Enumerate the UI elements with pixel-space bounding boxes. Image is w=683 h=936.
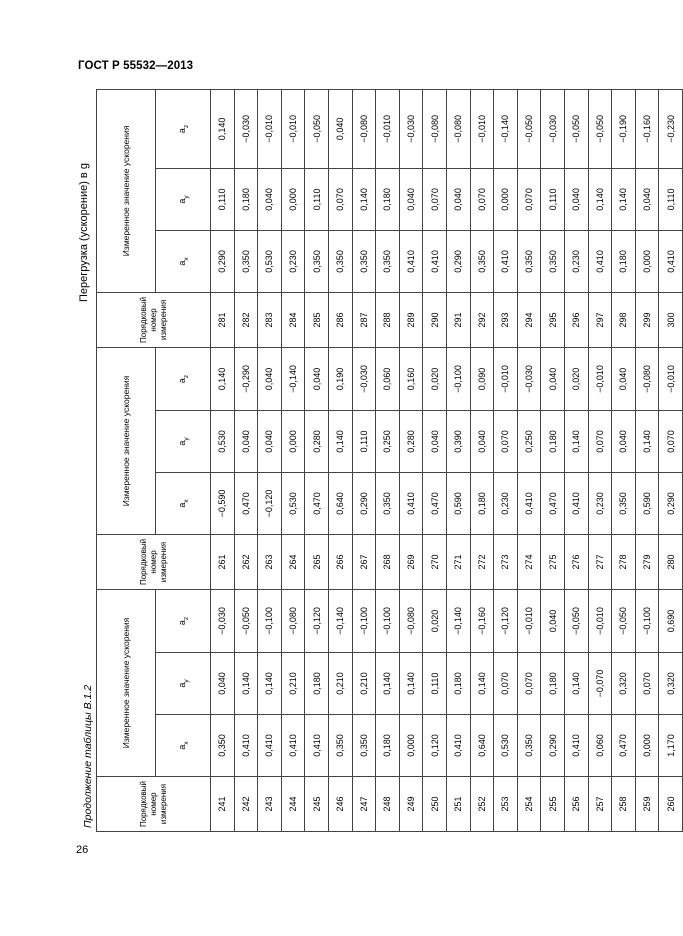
table-cell: 0,410 [564,715,588,777]
table-cell: 0,410 [564,472,588,534]
table-row [541,89,565,831]
table-cell: 0,040 [258,168,282,230]
table-cell: 277 [588,534,612,589]
table-cell: 0,090 [470,347,494,410]
table-cell: 0,040 [234,410,258,472]
table-cell: 0,020 [423,589,447,652]
table-cell: −0,030 [517,347,541,410]
table-cell: 0,140 [635,410,659,472]
table-row [588,89,612,831]
table-cell: 0,110 [352,410,376,472]
table-cell: 0,530 [281,472,305,534]
table-cell: −0,230 [659,89,683,168]
table-cell: 268 [376,534,400,589]
table-cell: −0,080 [281,589,305,652]
table-cell: 263 [258,534,282,589]
axis-header-z: $a_z$ [156,347,211,410]
table-cell: 0,040 [423,410,447,472]
table-row [352,89,376,831]
table-cell: −0,010 [517,589,541,652]
table-row [517,89,541,831]
table-cell: 267 [352,534,376,589]
table-cell: −0,050 [588,89,612,168]
table-cell: 298 [612,292,636,347]
table-cell: −0,140 [328,589,352,652]
table-cell: 0,040 [258,410,282,472]
table-row [305,89,329,831]
table-cell: 286 [328,292,352,347]
table-cell: 0,140 [564,410,588,472]
table-cell: −0,080 [423,89,447,168]
table-cell: 0,590 [635,472,659,534]
table-row [258,89,282,831]
table-cell: −0,010 [588,589,612,652]
table-cell: 0,470 [305,472,329,534]
table-cell: −0,140 [446,589,470,652]
header-row-axes [156,89,211,831]
table-cell: 249 [399,777,423,832]
table-cell: −0,050 [517,89,541,168]
table-cell: −0,160 [470,589,494,652]
table-cell: 0,000 [399,715,423,777]
table-cell: 0,350 [328,230,352,292]
table-cell: 0,350 [517,715,541,777]
table-cell: 0,350 [376,230,400,292]
table-cell: 0,060 [588,715,612,777]
table-cell: 269 [399,534,423,589]
table-cell: 283 [258,292,282,347]
axis-header-y: $a_y$ [156,168,211,230]
table-cell: 262 [234,534,258,589]
table-cell: 280 [659,534,683,589]
table-cell: 259 [635,777,659,832]
table-cell: 0,180 [234,168,258,230]
table-cell: 293 [494,292,518,347]
table-cell: 244 [281,777,305,832]
table-cell: −0,030 [352,347,376,410]
table-cell: 0,640 [328,472,352,534]
table-cell: −0,010 [376,89,400,168]
column-header-group: Измеренное значение ускорения [97,347,156,534]
table-cell: 0,160 [399,347,423,410]
table-cell: 0,180 [446,653,470,715]
table-cell: 256 [564,777,588,832]
table-cell: 0,290 [446,230,470,292]
table-cell: 0,350 [352,230,376,292]
table-cell: 0,070 [470,168,494,230]
table-cell: 0,410 [659,230,683,292]
table-cell: 0,350 [211,715,235,777]
table-cell: 290 [423,292,447,347]
table-cell: 0,230 [564,230,588,292]
table-cell: 0,180 [376,168,400,230]
table-cell: −0,010 [258,89,282,168]
table-cell: 0,350 [305,230,329,292]
table-cell: 0,470 [541,472,565,534]
table-row [234,89,258,831]
table-cell: −0,030 [234,89,258,168]
table-cell: 0,070 [588,410,612,472]
table-cell: 0,350 [517,230,541,292]
table-cell: 0,070 [659,410,683,472]
table-cell: −0,010 [281,89,305,168]
table-cell: 276 [564,534,588,589]
table-cell: 0,230 [494,472,518,534]
table-cell: 1,170 [659,715,683,777]
table-cell: 0,070 [517,653,541,715]
table-cell: 0,230 [281,230,305,292]
table-cell: −0,190 [612,89,636,168]
table-cell: 0,290 [352,472,376,534]
table-cell: 0,020 [423,347,447,410]
table-cell: 0,040 [612,410,636,472]
table-cell: 0,410 [305,715,329,777]
table-cell: 0,140 [328,410,352,472]
table-cell: 0,350 [470,230,494,292]
table-cell: 0,070 [494,653,518,715]
table-cell: 0,040 [541,347,565,410]
table-cell: 266 [328,534,352,589]
table-cell: −0,010 [470,89,494,168]
axis-header-x: $a_x$ [156,472,211,534]
table-cell: 0,410 [399,230,423,292]
table-cell: 272 [470,534,494,589]
table-cell: 0,140 [470,653,494,715]
table-cell: 0,390 [446,410,470,472]
table-cell: 287 [352,292,376,347]
table-cell: −0,120 [494,589,518,652]
table-cell: 0,040 [211,653,235,715]
table-cell: −0,030 [541,89,565,168]
table-cell: 0,040 [446,168,470,230]
table-cell: 258 [612,777,636,832]
table-cell: 0,070 [635,653,659,715]
table-cell: 0,140 [352,168,376,230]
table-cell: −0,160 [635,89,659,168]
table-cell: 255 [541,777,565,832]
table-cell: 271 [446,534,470,589]
table-cell: 0,410 [446,715,470,777]
table-cell: −0,100 [352,589,376,652]
table-cell: 0,110 [305,168,329,230]
table-cell: 0,280 [399,410,423,472]
table-cell: 0,350 [376,472,400,534]
table-cell: −0,100 [258,589,282,652]
table-cell: 0,040 [258,347,282,410]
table-cell: 0,040 [564,168,588,230]
table-cell: 0,180 [305,653,329,715]
table-cell: 252 [470,777,494,832]
table-cell: 250 [423,777,447,832]
table-cell: 0,180 [612,230,636,292]
table-cell: 0,470 [612,715,636,777]
table-cell: 288 [376,292,400,347]
rotated-content [78,90,676,832]
table-cell: 0,250 [517,410,541,472]
table-cell: −0,050 [305,89,329,168]
table-cell: 257 [588,777,612,832]
table-cell: −0,050 [612,589,636,652]
page-header: ГОСТ Р 55532—2013 [78,60,194,72]
table-cell: 0,140 [564,653,588,715]
table-cell: 0,040 [305,347,329,410]
table-row [612,89,636,831]
table-cell: 0,230 [588,472,612,534]
table-cell: 0,290 [211,230,235,292]
table-cell: 0,040 [635,168,659,230]
table-cell: 0,470 [234,472,258,534]
table-cell: 0,290 [541,715,565,777]
column-header-number: Порядковый номер измерения [97,777,211,832]
table-cell: 0,180 [376,715,400,777]
table-cell: 0,410 [234,715,258,777]
table-cell: −0,080 [399,589,423,652]
table-cell: 0,040 [399,168,423,230]
table-cell: 275 [541,534,565,589]
rotated-inner [78,90,676,832]
table-cell: 0,690 [659,589,683,652]
table-cell: 281 [211,292,235,347]
table-cell: 0,140 [588,168,612,230]
table-cell: 245 [305,777,329,832]
table-cell: 0,410 [423,230,447,292]
table-cell: 0,070 [423,168,447,230]
table-cell: 0,110 [423,653,447,715]
table-cell: 0,140 [211,89,235,168]
table-cell: −0,140 [494,89,518,168]
table-cell: 242 [234,777,258,832]
axis-header-x: $a_x$ [156,715,211,777]
table-cell: −0,100 [635,589,659,652]
column-header-group: Измеренное значение ускорения [97,89,156,292]
table-row [399,89,423,831]
table-cell: 273 [494,534,518,589]
table-cell: 0,040 [541,589,565,652]
table-cell: 0,350 [328,715,352,777]
table-cell: 264 [281,534,305,589]
header-row [97,89,156,831]
table-cell: 248 [376,777,400,832]
table-cell: 0,000 [635,230,659,292]
axis-header-z: $a_z$ [156,89,211,168]
table-row [494,89,518,831]
table-cell: 247 [352,777,376,832]
table-cell: 0,250 [376,410,400,472]
table-cell: 297 [588,292,612,347]
table-cell: 291 [446,292,470,347]
table-cell: 0,040 [328,89,352,168]
table-cell: 0,070 [517,168,541,230]
table-cell: 299 [635,292,659,347]
table-cell: 241 [211,777,235,832]
table-cell: −0,080 [446,89,470,168]
table-row [564,89,588,831]
table-cell: 0,320 [612,653,636,715]
table-cell: 0,000 [494,168,518,230]
page-number: 26 [76,844,89,856]
column-header-number: Порядковый номер измерения [97,534,211,589]
table-cell: 0,410 [517,472,541,534]
table-cell: 0,140 [211,347,235,410]
table-cell: −0,590 [211,472,235,534]
table-cell: 0,290 [659,472,683,534]
table-cell: 0,040 [612,347,636,410]
table-cell: 279 [635,534,659,589]
table-cell: 251 [446,777,470,832]
table-cell: 0,060 [376,347,400,410]
table-cell: 0,350 [541,230,565,292]
column-header-number: Порядковый номер измерения [97,292,211,347]
table-cell: 0,410 [399,472,423,534]
table-cell: 0,210 [352,653,376,715]
table-body [211,89,683,831]
table-cell: −0,010 [588,347,612,410]
table-cell: −0,050 [234,589,258,652]
table-cell: 285 [305,292,329,347]
table-row [446,89,470,831]
table-cell: −0,010 [494,347,518,410]
table-cell: 0,590 [446,472,470,534]
table-cell: 0,410 [494,230,518,292]
table-cell: 0,210 [281,653,305,715]
table-cell: 296 [564,292,588,347]
table-cell: −0,080 [352,89,376,168]
table-row [470,89,494,831]
table-cell: 0,410 [588,230,612,292]
table-cell: 0,210 [328,653,352,715]
table-cell: −0,030 [211,589,235,652]
table-row [659,89,683,831]
table-cell: 0,000 [281,410,305,472]
table-cell: 0,140 [376,653,400,715]
table-cell: 0,180 [541,410,565,472]
table-cell: 270 [423,534,447,589]
table-cell: 0,280 [305,410,329,472]
continuation-caption: Продолжение таблицы В.1.2 [82,684,94,828]
table-row [211,89,235,831]
table-cell: 0,140 [399,653,423,715]
table-row [423,89,447,831]
table-cell: 295 [541,292,565,347]
table-cell: 261 [211,534,235,589]
table-cell: 0,040 [470,410,494,472]
overload-caption: Перегрузка (ускорение) в g [78,163,90,302]
table-cell: 0,140 [234,653,258,715]
table-cell: 294 [517,292,541,347]
table-cell: 292 [470,292,494,347]
table-row [328,89,352,831]
column-header-group: Измеренное значение ускорения [97,589,156,776]
table-cell: 0,350 [234,230,258,292]
table-cell: 265 [305,534,329,589]
table-cell: 0,530 [211,410,235,472]
table-cell: −0,030 [399,89,423,168]
table-cell: 260 [659,777,683,832]
table-cell: −0,080 [635,347,659,410]
table-cell: −0,290 [234,347,258,410]
table-cell: 0,070 [494,410,518,472]
table-cell: 0,110 [541,168,565,230]
table-row [376,89,400,831]
table-cell: 0,180 [541,653,565,715]
measurement-table [96,89,683,832]
axis-header-y: $a_y$ [156,410,211,472]
table-cell: −0,100 [376,589,400,652]
axis-header-y: $a_y$ [156,653,211,715]
table-cell: 284 [281,292,305,347]
table-cell: 0,000 [635,715,659,777]
table-cell: 254 [517,777,541,832]
table-cell: 0,110 [659,168,683,230]
table-cell: 0,410 [281,715,305,777]
table-cell: −0,050 [564,589,588,652]
table-cell: 0,110 [211,168,235,230]
table-cell: 0,180 [470,472,494,534]
table-cell: −0,070 [588,653,612,715]
table-cell: 243 [258,777,282,832]
table-cell: 0,140 [258,653,282,715]
axis-header-x: $a_x$ [156,230,211,292]
table-row [635,89,659,831]
table-cell: 0,320 [659,653,683,715]
table-cell: 278 [612,534,636,589]
table-cell: −0,120 [305,589,329,652]
table-cell: 289 [399,292,423,347]
table-row [281,89,305,831]
table-cell: −0,140 [281,347,305,410]
table-cell: 0,070 [328,168,352,230]
table-cell: 0,350 [352,715,376,777]
table-cell: 0,000 [281,168,305,230]
table-cell: 253 [494,777,518,832]
table-cell: 0,140 [612,168,636,230]
table-cell: 0,640 [470,715,494,777]
table-cell: 300 [659,292,683,347]
table-cell: −0,010 [659,347,683,410]
table-cell: 0,470 [423,472,447,534]
axis-header-z: $a_z$ [156,589,211,652]
table-cell: −0,120 [258,472,282,534]
table-cell: 0,120 [423,715,447,777]
table-cell: 0,020 [564,347,588,410]
table-cell: 0,530 [494,715,518,777]
table-cell: 246 [328,777,352,832]
table-cell: 274 [517,534,541,589]
table-cell: −0,100 [446,347,470,410]
table-cell: 0,350 [612,472,636,534]
table-cell: 0,410 [258,715,282,777]
table-cell: 282 [234,292,258,347]
table-cell: 0,530 [258,230,282,292]
table-cell: 0,190 [328,347,352,410]
table-cell: −0,050 [564,89,588,168]
